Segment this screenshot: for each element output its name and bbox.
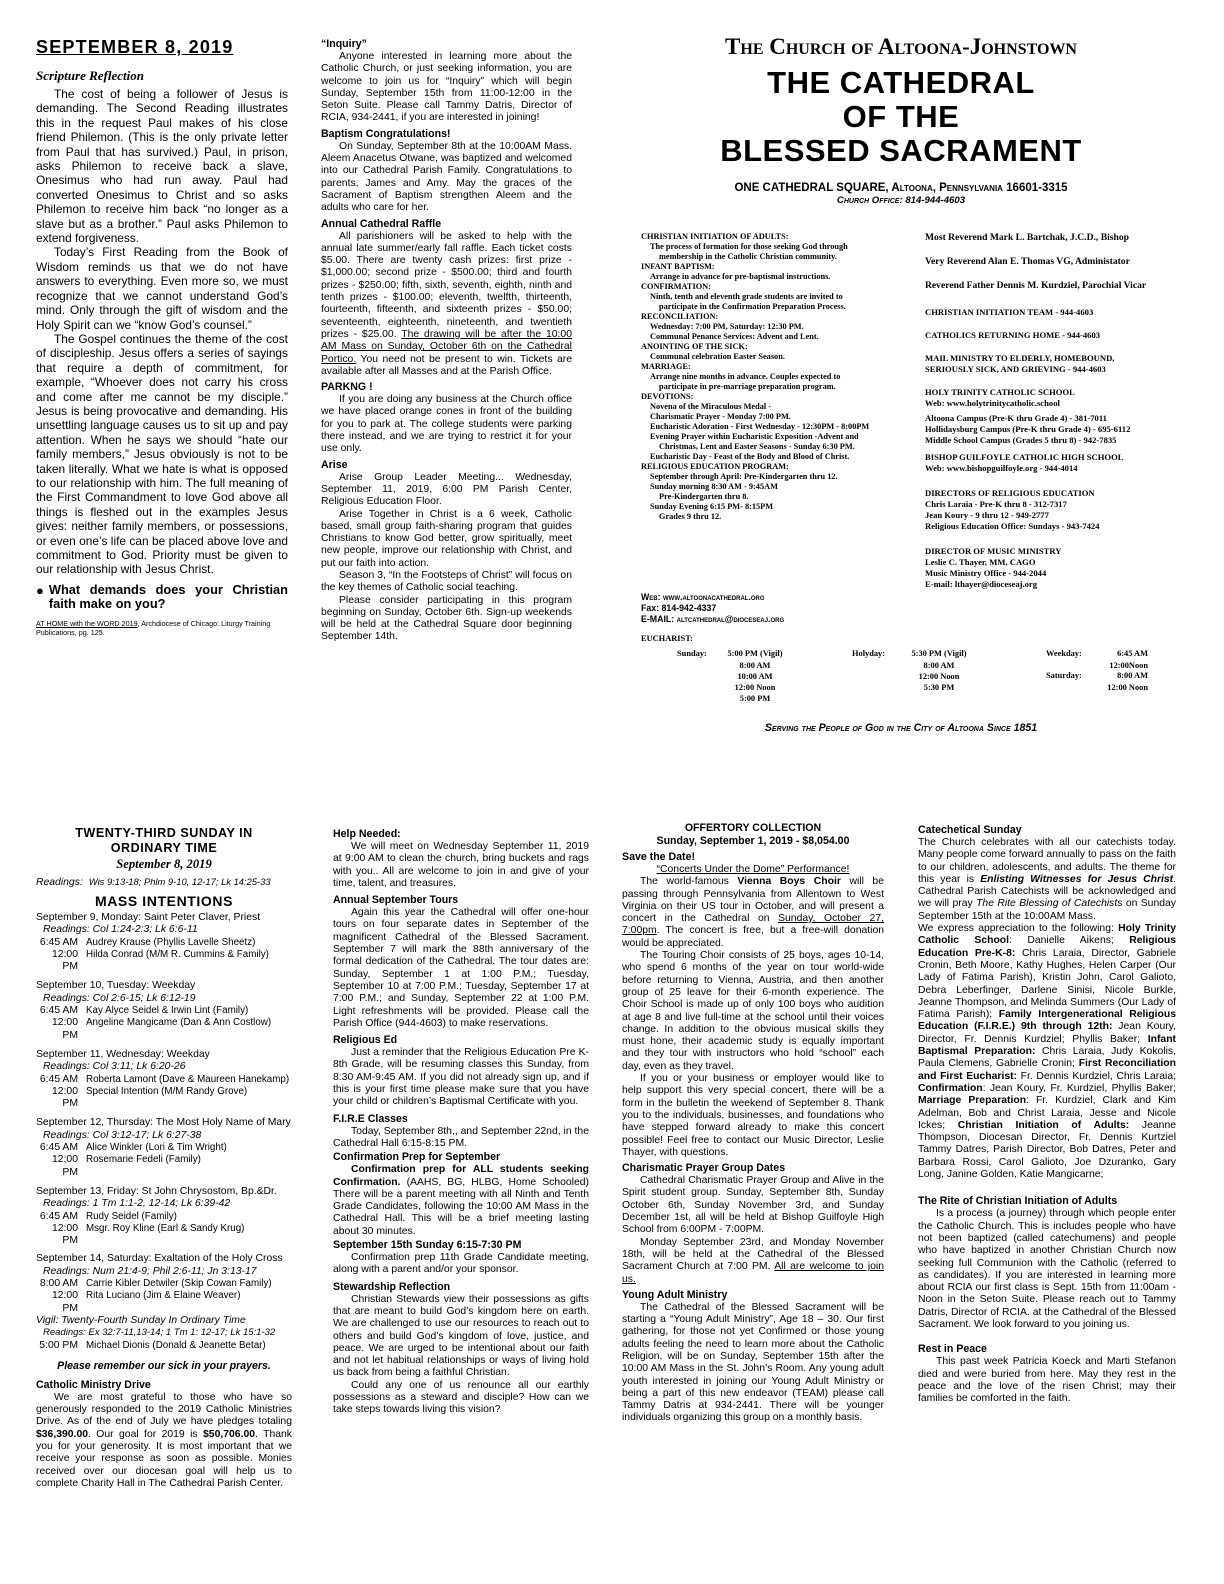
intention-day-heading: September 13, Friday: St John Chrysostom, Bp.&Dr. [36,1185,277,1197]
intention-name: Alice Winkler (Lori & Tim Wright) [86,1142,227,1154]
confirmation-text: Confirmation prep for ALL students seeking Confirmation. (AAHS, BG, HLBG, Home Schooled) There will be a parent meeting with all Ninth and Tenth Grade Candidates, following the 10:00 AM Mass in the Cathedral Hall. This will be a brief meeting lasting about 30 minutes. [333,1164,589,1237]
bulletin-date: SEPTEMBER 8, 2019 [36,37,234,57]
mass-intentions-column [36,826,292,1490]
remember-sick: Please remember our sick in your prayers. [57,1359,271,1372]
ministry-info-line: Reverend Father Dennis M. Kurdziel, Parochial Vicar [925,280,1147,291]
ministry-info-line: Middle School Campus (Grades 5 thru 8) - 942-7835 [925,435,1117,445]
stewardship-text: Could any one of us renounce all our earthly possessions as a steward and disciple? How can we take steps towards living this vision? [333,1379,589,1416]
young-adult-heading: Young Adult Ministry [622,1288,728,1301]
intention-day-readings: Readings: Col 2:6-15; Lk 6:12-19 [43,992,196,1004]
intention-day-heading: September 12, Thursday: The Most Holy Name of Mary [36,1117,291,1129]
email-link[interactable]: E-MAIL: altcathedral@dioceseaj.org [641,614,785,624]
ministry-info-line: E-mail: lthayer@dioceseaj.org [925,579,1038,589]
intention-day [36,980,292,1041]
saturday-mass-time: 12:00 Noon [1107,682,1148,692]
sacrament-info-line: CONFIRMATION: [641,282,711,291]
intention-name: Rosemarie Fedeli (Family) [86,1154,201,1166]
saturday-times [1091,670,1148,693]
vigil-heading: Vigil: Twenty-Fourth Sunday In Ordinary Time [36,1314,246,1326]
clergy-and-ministries [925,232,1187,590]
fire-heading: F.I.R.E Classes [333,1112,408,1125]
reflection-paragraph: The Gospel continues the theme of the cost of discipleship. Jesus offers a series of sayings that require a depth of commitment, for example, “Whoever does not carry his cross and come after me cannot be my disciple.” Jesus is being provocative and demanding. His unsettling language causes us to sit up and pay attention. When he says we should “hate our family members,” Jesus obviously is not to be taken literally. What we hate is what is opposed to our relationship with him. The full meaning of the First Commandment to love God above all things is fleshed out in the examples Jesus gives: neither family members, or possessions, or even one’s life can be placed above love and commitment to God. Priority must be given to our relationship with Jesus Christ. [36,331,288,577]
church-name: The Church of Altoona-Johnstown [725,34,1077,59]
sunday-mass-time: 5:00 PM (Vigil) [727,649,783,659]
arise-text: Please consider participating in this program beginning on Sunday, October 6th. Sign-up weekends will be held at the Cathedral Square door beginning September 14th. [321,594,572,643]
scripture-reflection-heading: Scripture Reflection [36,68,144,83]
intention-time: 6:45 AM [39,1073,78,1085]
touring-text: The Touring Choir consists of 25 boys, ages 10-14, who spend 6 months of the year on tour world-wide before returning to Vienna, Austria, and then another group of 25 leave for their 6-month experience. The Choir School is made up of only 100 boys who audition at age 8 and live full-time at the school until their voices change. In addition to the obvious musical skills they must hone, their academic study is equally important and they tour with instructors who hold “school” each day, even as they travel. [622,950,884,1072]
ministry-info-line: Very Reverend Alan E. Thomas VG, Administator [925,256,1130,267]
sacrament-info-line: Grades 9 thru 12. [659,512,722,521]
intention-row [36,1074,292,1086]
intention-time: 6:45 AM [39,936,78,948]
ministry-info-line: Most Reverend Mark L. Bartchak, J.C.D., Bishop [925,232,1129,243]
intention-day [36,912,292,973]
appreciation-text: We express appreciation to the following: Holy Trinity Catholic School: Danielle Aikens; Religious Education Pre-K-8: Chris Laraia, Director, Gabriele Cronin, Beth Moore, Kathy Hughes, Helen Carper (Our Lady of Fatima Parish), Kristin John, Carol Galioto, Debra Leberfinger, Darlene Sinisi, Nicole Burkle, Jeanne Thompson, and Melinda Summers (Our Lady of Fatima Parish); Family Intergenerational Religious Education (F.I.R.E.) 9th through 12th: Jean Koury, Director, Fr. Dennis Kurdziel; Phyllis Baker; Infant Baptismal Preparation: Chris Laraia, Judy Kokolis, Paula Clemens, Gabrielle Cronin; First Reconciliation and First Eucharist: Fr. Dennis Kurdziel, Chris Laraia; Confirmation: Jean Koury, Fr. Kurdziel, Phyllis Baker; Marriage Preparation: Fr. Kurdziel, Clark and Kim Adelman, Bob and Christ Laraia, Jesse and Nicole Ickes; Christian Initiation of Adults: Jeanne Thompson, Diocesan Director, Fr. Dennis Kurtziel Tammy Datres, Parish Director, Bob Datres, Peter and Barbara Rossi, Carol Galioto, Joe Dzuranko, Gary Long, Janine Golden, Katie Mangicarne; [918,923,1177,1181]
intention-row [36,937,292,949]
sacrament-info-line: RELIGIOUS EDUCATION PROGRAM: [641,462,789,471]
rcia-heading: The Rite of Christian Initiation of Adults [918,1195,1118,1208]
sacrament-info-line: Pre-Kindergarten thru 8. [659,492,749,501]
weekday-times [1091,648,1148,671]
serving-tagline: Serving the People of God in the City of Altoona Since 1851 [764,722,1038,734]
ministry-info-line: Hollidaysburg Campus (Pre-K thru Grade 4) - 695-6112 [925,424,1131,434]
intention-day-readings: Readings: 1 Tm 1:1-2, 12-14; Lk 6:39-42 [43,1198,231,1210]
intention-name: Rita Luciano (Jim & Elaine Weaver) [86,1290,241,1302]
intention-day-heading: September 10, Tuesday: Weekday [36,980,196,992]
intention-time: 12:00 PM [51,1222,78,1247]
sacrament-info-line: Novena of the Miraculous Medal - [650,402,771,411]
holyday-mass-time: 5:30 PM [923,683,955,693]
intention-name: Audrey Krause (Phyllis Lavelle Sheetz) [86,936,256,948]
arise-heading: Arise [321,458,348,471]
catechetical-text: The Church celebrates with all our catechists today. Many people come forward annually to pass on the faith to our children, adolescents, and adults. The theme for this year is Enlisting Witnesses for Jesus Christ. Cathedral Parish Catechists will be acknowledged and we will pray The Rite Blessing of Catechists on Sunday September 15th at the 10:00AM Mass. [918,837,1177,922]
sacrament-info-line: RECONCILIATION: [641,312,719,321]
ministry-info-line: DIRECTOR OF MUSIC MINISTRY [925,546,1062,556]
ministry-info-line: Jean Koury - 9 thru 12 - 949-2777 [925,510,1049,520]
reflection-paragraph: Today’s First Reading from the Book of Wisdom reminds us that we do not have answers to everything. Even more so, we must recognize that we cannot understand God’s mind. Only through the gift of wisdom and the Holy Spirit can we “know God’s counsel.” [36,245,288,332]
church-address: ONE CATHEDRAL SQUARE, Altoona, Pennsylvania 16601-3315 [734,182,1068,194]
intention-day [36,1049,292,1110]
charismatic-text: Monday September 23rd, and Monday November 18th, will be held at the Cathedral of the Blessed Sacrament Church at 7:00 PM. All are welcome to join us. [622,1236,884,1285]
intention-name: Angeline Mangicame (Dan & Ann Costlow) [86,1017,272,1029]
intention-time: 6:45 AM [39,1210,78,1222]
save-date-heading: Save the Date! [622,851,696,863]
sunday-title: TWENTY-THIRD SUNDAY IN ORDINARY TIME [75,826,253,855]
holyday-mass-time: 8:00 AM [923,660,955,670]
intention-name: Rudy Seidel (Family) [86,1210,177,1222]
intention-name: Carrie Kibler Detwiler (Skip Cowan Family) [86,1278,272,1290]
web-link[interactable]: Web: www.altoonacathedral.org [641,592,765,602]
business-text: If you or your business or employer would like to help support this very special concert, there will be a form in the bulletin the weekend of September 8. Thank you to the individuals, businesses, and foundations who have stepped forward already to make this concert possible! Feel free to contact our Music Director, Leslie Thayer, with questions. [622,1073,884,1158]
sacrament-info-line: Communal celebration Easter Season. [650,352,785,361]
intention-row [36,949,292,974]
sacrament-info-line: membership in the Catholic Christian community. [659,252,837,261]
eucharist-label: EUCHARIST: [641,634,693,643]
raffle-text: All parishioners will be asked to help with the annual late summer/early fall raffle. Each ticket costs $5.00. There are twenty cash prizes: first prize - $1,000.00; second prize - $500.00; third and fourth prizes - $250.00; fifth, sixth, seventh, eighth, ninth and tenth prizes - $100.00; eleventh, twelfth, thirteenth, fourteenth, fifteenth, and sixteenth prizes - $50.00; seventeenth, eighteenth, nineteenth, and twentieth prizes - $25.00. The drawing will be after the 10:00 AM Mass on Sunday, October 6th on the Cathedral Portico. You need not be present to win. Tickets are available after all Masses and at the Parish Office. [321,230,572,377]
weekday-label: Weekday: [1046,649,1082,659]
mass-intentions-heading: MASS INTENTIONS [94,893,234,909]
intention-day-readings: Readings: Col 3:12-17; Lk 6:27-38 [43,1129,202,1141]
intention-time: 12:00 PM [51,1290,78,1314]
contact-block [641,592,911,625]
stewardship-text: Christian Stewards view their possessions as gifts that are meant to build God’s kingdom here on earth. We are challenged to use our resources to reach out to others and build God’s kingdom of love, justice, and peace. We are urged to be intentional about our faith and not let habitual relationships or ways of living hold us back from being a faithful Christian. [333,1293,589,1379]
sacrament-info-line: participate in pre-marriage preparation program. [659,382,836,391]
offertory-heading: OFFERTORY COLLECTION [684,822,822,834]
saturday-label: Saturday: [1046,671,1082,681]
announcements-column-1 [321,36,572,644]
intention-time: 12:00 PM [51,948,78,973]
sunday-label: Sunday: [677,649,707,659]
religious-ed-text: Just a reminder that the Religious Education Pre K-8th Grade, will be resuming classes this Sunday, from 8:30 AM-9:45 AM. If you did not already sign up, and if this is your first time please make sure that you have your child or children’s Baptismal Certificate with you. [333,1047,589,1108]
charismatic-text: Cathedral Charismatic Prayer Group and Alive in the Spirit student group. Sunday, September 8th, Sunday October 6th, Sunday November 3rd, and Sunday December 1st, all will be held at Bishop Guilfoyle High School from 6:00PM - 7:00PM. [622,1175,884,1236]
ministry-info-line: SERIOUSLY SICK, AND GRIEVING - 944-4603 [925,364,1106,374]
confirmation-meeting-text: Confirmation prep 11th Grade Candidate meeting, along with a parent and/or your sponsor. [333,1252,589,1276]
help-text: We will meet on Wednesday September 11, 2019 at 9:00 AM to clean the church, bring buckets and rags with you.. All are welcome to join in and give of your time, talent, and treasures. [333,841,589,889]
sunday-mass-time: 5:00 PM [739,694,771,704]
intention-time: 12:00 PM [51,1017,78,1041]
sacrament-info-line: Ninth, tenth and eleventh grade students are invited to [650,292,843,301]
intention-time: 8:00 AM [39,1278,78,1290]
ministry-info-line: Chris Laraia - Pre-K thru 8 - 312-7317 [925,499,1067,509]
source-title: AT HOME with the WORD 2019 [36,618,138,628]
arise-text: Season 3, “In the Footsteps of Christ” will focus on the key themes of Catholic social teaching. [321,569,572,594]
ministry-info-line: Leslie C. Thayer, MM, CAGO [925,557,1036,567]
tours-heading: Annual September Tours [333,894,459,907]
intention-day-heading: September 9, Monday: Saint Peter Claver, Priest [36,912,261,923]
intention-time: 12;00 PM [51,1154,78,1178]
baptism-text: On Sunday, September 8th at the 10:00AM Mass. Aleem Anacetus Otwane, was baptized and welcomed into our Cathedral Parish Family. Congratulations to parents, James and Amy. May the graces of the Sacrament of Baptism strengthen Aleem and the adults who care for her. [321,140,572,214]
vigil-intention-row: 5:00 PM Michael Dionis (Donald & Jeanette Betar) [39,1339,266,1351]
confirmation-heading: Confirmation Prep for September [333,1151,501,1164]
intention-name: Hilda Conrad (M/M R. Cummins & Family) [86,948,269,960]
sunday-mass-time: 8:00 AM [739,660,771,670]
religious-ed-heading: Religious Ed [333,1034,398,1047]
vigil-readings: Readings: Ex 32:7-11,13-14; 1 Tm 1: 12-17; Lk 15:1-32 [43,1327,276,1339]
charismatic-heading: Charismatic Prayer Group Dates [622,1162,786,1175]
ministry-drive-text: We are most grateful to those who have so generously responded to the 2019 Catholic Ministries Drive. As of the end of July we have pledges totaling $36,390.00. Our goal for 2019 is $50,706.00. Thank you for your generosity. It is most important that we receive your response as soon as possible. Monies received over our diocesan goal will help us to complete Charity Hall in The Cathedral Parish Center. [36,1391,293,1489]
masthead [614,34,1188,206]
fax-number: Fax: 814-942-4337 [641,603,717,613]
ministry-info-line: Altoona Campus (Pre-K thru Grade 4) - 381-7011 [925,413,1107,423]
sacrament-info-line: Sunday Evening 6:15 PM- 8:15PM [650,502,774,511]
fire-text: Today, September 8th,, and September 22nd, in the Cathedral Hall 6:15-8:15 PM. [333,1125,589,1149]
sacrament-info-line: Arrange in advance for pre-baptismal instructions. [650,272,831,281]
ministry-info-line: Web: www.holytrinitycatholic.school [925,398,1060,408]
parking-heading: PARKNG ! [321,381,373,394]
church-office-phone: Church Office: 814-944-4603 [836,195,966,206]
ministry-info-line: MAIL MINISTRY TO ELDERLY, HOMEBOUND, [925,353,1115,363]
rest-in-peace-text: This past week Patricia Koeck and Marti Stefanon died and were buried from here. May they rest in the peace and the love of the risen Christ; may their families be comforted in the faith. [918,1356,1176,1405]
tours-text: Again this year the Cathedral will offer one-hour tours on four separate dates in September of the magnificent Cathedral of the Blessed Sacrament. September 7 will mark the 88th anniversary of the formal dedication of the Cathedral. The tour dates are: Sunday, September 1 at 1:00 P.M.; Tuesday, September 10 at 7:00 P.M.; Tuesday, September 17 at 7:00 P.M.; and Sunday, September 22 at 1:00 P.M. Light refreshments will be provided. Please call the Parish Office (944-4603) to make reservations. [333,907,589,1029]
sunday-readings: Readings: Wis 9:13-18; Phlm 9-10, 12-17; Lk 14:25-33 [36,876,271,888]
announcements-column-4 [918,822,1176,1405]
sacrament-info-line: September through April: Pre-Kindergarten thru 12. [650,472,838,481]
intention-row [36,1086,292,1111]
ministry-info-line: HOLY TRINITY CATHOLIC SCHOOL [925,387,1075,397]
sacrament-info-line: Sunday morning 8:30 AM - 9:45AM [650,482,778,491]
sunday-mass-time: 12:00 Noon [734,683,776,693]
holyday-label: Holyday: [852,649,886,659]
ministry-info-line: Music Ministry Office - 944-2044 [925,568,1047,578]
raffle-heading: Annual Cathedral Raffle [321,217,442,230]
intention-row [36,1278,292,1290]
source-detail: , Archdiocese of Chicago: Liturgy Training Publications, pg. 125. [36,618,271,637]
intention-day [36,1117,292,1178]
ministry-info-line: BISHOP GUILFOYLE CATHOLIC HIGH SCHOOL [925,452,1124,462]
rcia-text: Is a process (a journey) through which people enter the Catholic Church. This is includes people who have not been baptized (called catechumens) and people who have baptized in another Christian Church now seeking full Communion with the Catholic (referred to as candidates). If you are interested in learning more about RCIA our first class is Sept. 15th from 11:00am - Noon in the Seton Suite. Please reach out to Tammy Datris, Director of RCIA. at the Cathedral of the Blessed Sacrament. We look forward to you joining us. [918,1208,1176,1330]
saturday-readings: Readings: Num 21:4-9; Phil 2:6-11; Jn 3:13-17 [43,1265,257,1277]
sunday-date: September 8, 2019 [116,857,212,871]
ministry-info-line: Religious Education Office: Sundays - 943-7424 [925,521,1100,531]
announcements-column-2 [333,826,589,1417]
stewardship-heading: Stewardship Reflection [333,1280,451,1293]
sacrament-info-line: The process of formation for those seeking God through [650,242,848,251]
intention-row [36,1211,292,1223]
young-adult-text: The Cathedral of the Blessed Sacrament will be starting a “Young Adult Ministry”, Age 18 – 30. Our first gathering, for those not yet Confirmed or those young adults feeling the need to learn more about the Catholic Religion, will be on Sunday, September 15th after the 10:00 AM Mass in the St. John’s Room. Any young adult youth interested in joining our Young Adult Ministry or being a part of this new endeavor (TEAM) please call Tammy Datris at 934-2441. There will be younger individuals organizing this group on a monthly basis. [622,1301,884,1424]
bullet-icon: ● [36,582,44,598]
sacraments-info [641,232,911,522]
intention-time: 12:00 PM [51,1085,78,1110]
ministry-info-line: CATHOLICS RETURNING HOME - 944-4603 [925,330,1101,340]
ministry-info-line: CHRISTIAN INITIATION TEAM - 944-4603 [925,307,1094,317]
intention-day-readings: Readings: Col 3:11; Lk 6:20-26 [43,1061,186,1073]
eucharist-schedule [641,633,1189,712]
intention-row [36,1005,292,1017]
inquiry-heading: “Inquiry” [321,38,367,50]
sacrament-info-line: DEVOTIONS: [641,392,694,401]
sacrament-info-line: ANOINTING OF THE SICK: [641,342,748,351]
cathedral-title: THE CATHEDRAL OF THE BLESSED SACRAMENT [720,65,1082,168]
ministry-drive-heading: Catholic Ministry Drive [36,1378,151,1391]
baptism-heading: Baptism Congratulations! [321,127,451,140]
sacrament-info-line: Christmas, Lent and Easter Seasons - Sunday 6:30 PM. [659,442,855,451]
weekday-mass-time: 12:00Noon [1109,660,1148,670]
intention-name: Kay Alyce Seidel & Irwin Lint (Family) [86,1005,249,1017]
sacrament-info-line: Evening Prayer within Eucharistic Exposition -Advent and [650,432,859,441]
intention-row [36,1017,292,1042]
weekday-mass-time: 6:45 AM [1117,649,1148,659]
intention-row [36,1142,292,1154]
saturday-intention: September 14, Saturday: Exaltation of the Holy Cross [36,1253,283,1265]
reflection-column [36,36,288,637]
ministry-info-line: Web: www.bishopguilfoyle.org - 944-4014 [925,463,1078,473]
sacrament-info-line: participate in the Confirmation Preparation Process. [659,302,846,311]
sacrament-info-line: Wednesday: 7:00 PM, Saturday: 12:30 PM. [650,322,804,331]
sacrament-info-line: Eucharistic Adoration - First Wednesday - 12:30PM - 8:00PM [650,422,870,431]
intention-time: 6:45 AM [39,1005,78,1017]
reflection-source [36,619,288,637]
question-text: What demands does your Christian faith make on you? [48,581,288,611]
offertory-amount: Sunday, September 1, 2019 - $8,054.00 [656,835,850,847]
intention-name: Roberta Lamont (Dave & Maureen Hanekamp) [86,1073,290,1085]
sacrament-info-line: INFANT BAPTISM: [641,262,715,271]
intention-day-heading: September 11, Wednesday: Weekday [36,1048,210,1060]
sacrament-info-line: CHRISTIAN INITIATION OF ADULTS: [641,232,789,241]
intention-day [36,1186,292,1247]
sacrament-info-line: Charismatic Prayer - Monday 7:00 PM. [650,412,791,421]
sunday-times [723,648,787,704]
sacrament-info-line: Eucharistic Day - Feast of the Body and Blood of Christ. [650,452,850,461]
ministry-info-line: DIRECTORS OF RELIGIOUS EDUCATION [925,488,1095,498]
holyday-mass-time: 12:00 Noon [918,671,960,681]
reflection-paragraph: The cost of being a follower of Jesus is demanding. The Second Reading illustrates this in the request Paul makes of his close friend Philemon. (This is the only private letter from Paul that has survived.) Paul, in prison, asks Philemon to receive back a slave, Onesimus who had run away. Paul had converted Onesimus to Christ and so asks Philemon to receive him back “no longer as a slave but as a brother.” Paul asks Philemon to extend forgiveness. [36,87,288,246]
intention-row [36,1154,292,1179]
sacrament-info-line: Arrange nine months in advance. Couples expected to [650,372,841,381]
parking-text: If you are doing any business at the Church office we have placed orange cones in front of the building for you to park at. The college students were parking there instead, and we are trying to restrict it for your use only. [321,394,572,455]
reflection-question [36,583,288,611]
arise-text: Arise Group Leader Meeting... Wednesday, September 11, 2019, 6:00 PM Parish Center, Religious Education Floor. [321,471,572,508]
holyday-mass-time: 5:30 PM (Vigil) [911,649,967,659]
help-heading: Help Needed: [333,828,401,840]
inquiry-text: Anyone interested in learning more about the Catholic Church, or just seeking information, you are welcome to join us for “Inquiry” which will begin Sunday, September 15th from 11:00-12:00 in the Seton Suite. Please call Tammy Datris, Director of RCIA, 934-2441, if you are interested in joining! [321,51,572,124]
intention-time: 6:45 AM [39,1142,78,1154]
confirmation-meeting-heading: September 15th Sunday 6:15-7:30 PM [333,1239,522,1252]
intention-day-readings: Readings: Col 1:24-2:3; Lk 6:6-11 [43,924,198,936]
concert-subtitle: “Concerts Under the Dome” Performance! [656,864,850,875]
announcements-column-3 [622,822,884,1425]
intention-name: Msgr. Roy Kline (Earl & Sandy Krug) [86,1222,245,1234]
arise-text: Arise Together in Christ is a 6 week, Catholic based, small group faith-sharing program that guides Christians to know God better, grow spiritually, meet new people, improve our relationship with Christ, and put our faith into action. [321,508,572,569]
saturday-mass-time: 8:00 AM [1117,671,1148,681]
vienna-text: The world-famous Vienna Boys Choir will be passing through Pennsylvania from Allentown to West Virginia on their US tour in October, and will present a concert in the Cathedral on Sunday, October 27, 7:00pm. The concert is free, but a free-will donation would be appreciated. [622,876,884,949]
mass-intentions-list [36,912,292,1247]
sunday-mass-time: 10:00 AM [737,671,773,681]
intention-row [36,1223,292,1248]
holyday-times [899,648,979,693]
intention-row [36,1290,292,1315]
sacrament-info-line: Communal Penance Services: Advent and Lent. [650,332,819,341]
rest-in-peace-heading: Rest in Peace [918,1343,987,1356]
sacrament-info-line: MARRIAGE: [641,362,691,371]
catechetical-heading: Catechetical Sunday [918,824,1022,836]
intention-name: Special Intention (M/M Randy Grove) [86,1085,248,1097]
